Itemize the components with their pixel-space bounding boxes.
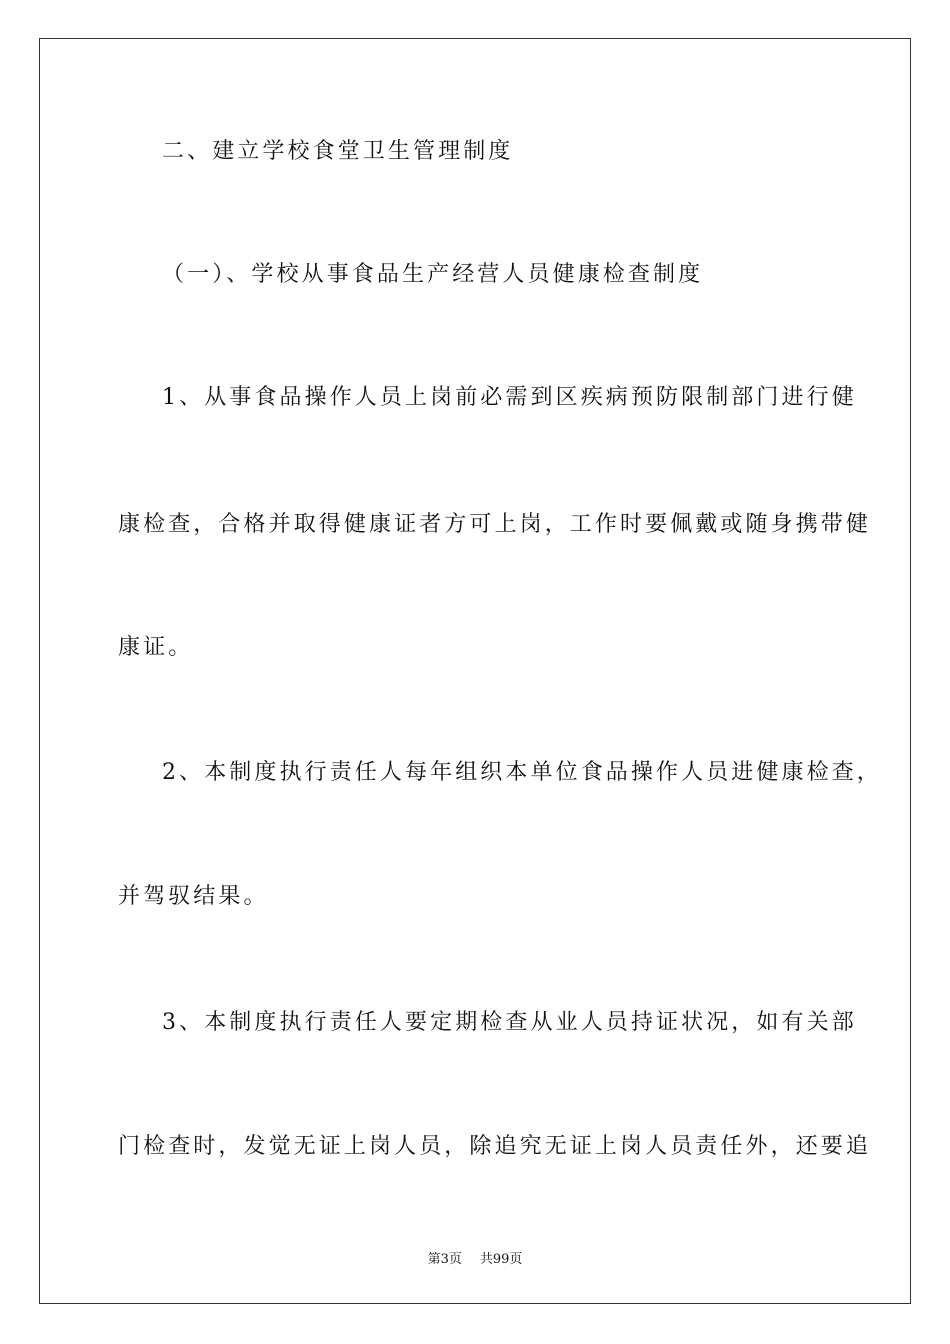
total-pages: 共99页 <box>479 1252 523 1267</box>
paragraph-line: 3、本制度执行责任人要定期检查从业人员持证状况，如有关部 <box>162 1010 857 1035</box>
paragraph-line: 并驾驭结果。 <box>118 884 269 909</box>
paragraph-line: 门检查时，发觉无证上岗人员，除追究无证上岗人员责任外，还要追 <box>118 1134 872 1159</box>
page-frame <box>39 38 911 1304</box>
paragraph-line: 康证。 <box>118 635 194 660</box>
subsection-heading: （一）、学校从事食品生产经营人员健康检查制度 <box>162 262 704 287</box>
paragraph-line: 康检查，合格并取得健康证者方可上岗，工作时要佩戴或随身携带健 <box>118 512 872 537</box>
section-heading: 二、建立学校食堂卫生管理制度 <box>162 139 514 164</box>
paragraph-line: 2、本制度执行责任人每年组织本单位食品操作人员进健康检查， <box>162 760 882 785</box>
page-footer <box>0 1248 950 1267</box>
paragraph-line: 1、从事食品操作人员上岗前必需到区疾病预防限制部门进行健 <box>162 385 857 410</box>
page-number: 第3页 <box>427 1252 462 1267</box>
